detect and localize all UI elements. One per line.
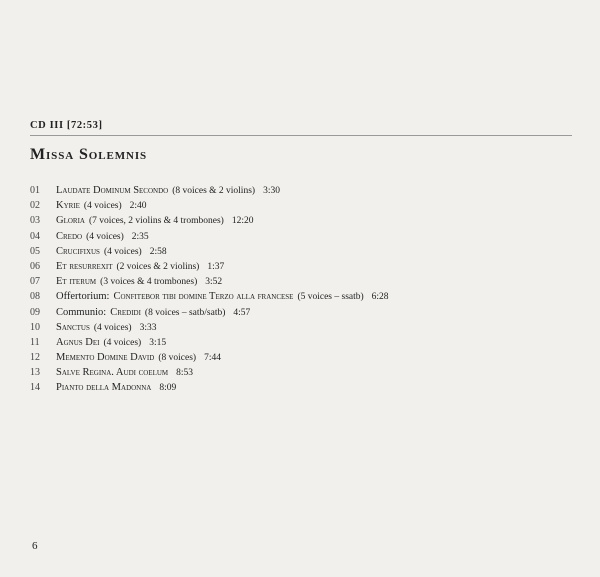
track-title: Agnus Dei: [56, 336, 100, 348]
track-duration: 8:09: [159, 383, 177, 394]
track-title: Kyrie: [56, 200, 80, 212]
track-duration: 3:52: [205, 277, 223, 288]
track-number: 05: [30, 245, 40, 257]
track-number: 07: [30, 276, 40, 288]
track-row: [30, 365, 590, 380]
track-number: 01: [30, 185, 40, 196]
track-title: Confitebor tibi domine Terzo alla francese: [113, 291, 294, 303]
page-number: 6: [32, 540, 38, 552]
track-row: [30, 335, 590, 350]
track-duration: 3:15: [149, 337, 167, 348]
track-row: [30, 198, 590, 213]
track-duration: 2:40: [129, 201, 147, 212]
track-number: 14: [30, 382, 40, 394]
track-row: [30, 350, 590, 365]
track-duration: 1:37: [207, 261, 225, 272]
track-scoring: (8 voices): [158, 353, 197, 364]
track-duration: 2:35: [131, 231, 149, 242]
track-number: 03: [30, 215, 40, 227]
track-title: Et resurrexit: [56, 260, 113, 272]
track-duration: 2:58: [149, 246, 167, 257]
track-scoring: (8 voices & 2 violins): [172, 186, 256, 196]
track-duration: 12:20: [231, 216, 254, 227]
track-scoring: (2 voices & 2 violins): [116, 261, 200, 272]
track-row: [30, 244, 590, 259]
track-number: 02: [30, 200, 40, 212]
track-title: Sanctus: [56, 321, 90, 333]
track-prefix: Communio:: [56, 306, 107, 318]
track-list: [30, 183, 590, 396]
track-scoring: (4 voices): [103, 246, 142, 257]
track-row: [30, 320, 590, 335]
track-number: 04: [30, 230, 40, 242]
track-scoring: (5 voices – ssatb): [297, 292, 364, 303]
track-scoring: (4 voices): [83, 201, 122, 212]
track-row: [30, 213, 590, 228]
track-scoring: (4 voices): [103, 337, 142, 348]
track-number: 09: [30, 306, 40, 318]
track-duration: 6:28: [371, 292, 389, 303]
track-row: [30, 289, 590, 304]
track-scoring: (7 voices, 2 violins & 4 trombones): [88, 216, 224, 227]
track-title: Et iterum: [56, 276, 97, 288]
track-number: 12: [30, 352, 40, 364]
track-row: [30, 274, 590, 289]
cd-header: CD III [72:53]: [30, 120, 103, 131]
track-number: 11: [30, 336, 40, 348]
track-scoring: (4 voices): [86, 231, 124, 242]
track-title: Pianto della Madonna: [56, 382, 152, 394]
section-title: Missa Solemnis: [30, 146, 148, 163]
track-row: [30, 380, 590, 395]
track-duration: 3:30: [263, 186, 280, 196]
track-title: Gloria: [56, 215, 85, 227]
track-row: [30, 183, 590, 198]
track-duration: 8:53: [176, 368, 194, 379]
track-title: Crucifixus: [56, 245, 100, 257]
track-duration: 4:57: [233, 307, 251, 318]
track-row: [30, 229, 590, 244]
track-duration: 7:44: [204, 353, 221, 364]
track-title: Memento Domine David: [56, 352, 155, 364]
track-title: Credidi: [110, 306, 141, 318]
track-title: Laudate Dominum Secondo: [56, 185, 169, 196]
track-row: [30, 259, 590, 274]
track-title: Credo: [56, 230, 83, 242]
track-scoring: (8 voices – satb/satb): [144, 307, 226, 318]
track-number: 08: [30, 291, 40, 303]
track-number: 10: [30, 321, 40, 333]
track-title: Salve Regina. Audi coelum: [56, 367, 169, 379]
track-row: [30, 305, 590, 320]
track-number: 06: [30, 260, 40, 272]
track-scoring: (4 voices): [93, 322, 132, 333]
track-number: 13: [30, 367, 40, 379]
header-rule: [30, 135, 572, 136]
track-prefix: Offertorium:: [56, 291, 110, 303]
track-scoring: (3 voices & 4 trombones): [100, 277, 198, 288]
track-duration: 3:33: [139, 322, 157, 333]
